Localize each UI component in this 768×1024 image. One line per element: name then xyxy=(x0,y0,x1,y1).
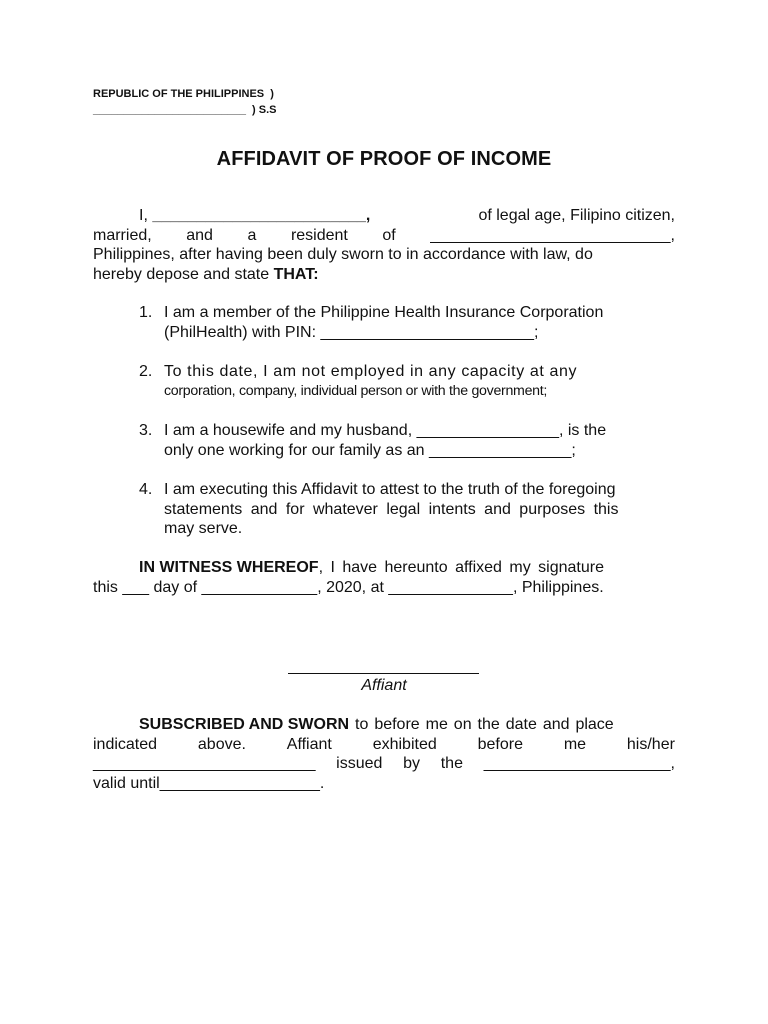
id-blank: _________________________ xyxy=(93,755,316,772)
intro-line-3: Philippines, after having been duly sworn to in accordance with law, do xyxy=(93,246,593,263)
jurat-line-3: _________________________ issued by the _____________________, xyxy=(93,755,675,772)
statement-item-1: 1. I am a member of the Philippine Health Insurance Corporation (PhilHealth) with PIN: ________________________; xyxy=(139,303,675,342)
venue-line-republic: REPUBLIC OF THE PHILIPPINES ) xyxy=(93,88,274,100)
witness-paragraph xyxy=(93,558,675,597)
statement-item-3: 3. I am a housewife and my husband, ________________, is the only one working for our family as an ________________; xyxy=(139,422,607,459)
affiant-label: Affiant xyxy=(361,677,407,694)
jurat-line-2: indicated above. Affiant exhibited before me his/her xyxy=(93,735,675,753)
intro-line-4: hereby depose and state THAT: xyxy=(93,265,319,283)
pin-line: (PhilHealth) with PIN: ________________________; xyxy=(164,323,539,341)
document-title: AFFIDAVIT OF PROOF OF INCOME xyxy=(216,148,552,170)
intro-line-1: I, ________________________, of legal age, Filipino citizen, xyxy=(139,207,675,224)
jurat-line-1: SUBSCRIBED AND SWORN to before me on the date and place xyxy=(139,716,614,733)
witness-line-1: IN WITNESS WHEREOF , I have hereunto affixed my signature xyxy=(139,559,604,576)
statement-item-2: 2. To this date, I am not employed in any capacity at any corporation, company, individual person or with the government; xyxy=(139,363,578,399)
item-number: 3. xyxy=(139,422,153,439)
intro-line-2: married, and a resident of ___________________________, xyxy=(93,226,675,244)
venue-line-blank: _________________________ ) S.S xyxy=(93,104,277,116)
issuer-blank: _____________________, xyxy=(483,755,675,772)
item-number: 2. xyxy=(139,363,153,380)
item-number: 1. xyxy=(139,304,153,321)
witness-line-2: this ___ day of _____________, 2020, at ______________, Philippines. xyxy=(93,578,604,596)
name-blank: ________________________, xyxy=(152,207,371,224)
statement-item-4: 4. I am executing this Affidavit to attest to the truth of the foregoing statements and for whatever legal intents and purposes this may serve. xyxy=(139,481,619,537)
jurat-line-4: valid until__________________. xyxy=(93,774,325,792)
jurat-paragraph xyxy=(93,715,675,793)
intro-paragraph xyxy=(93,206,675,284)
residence-blank: ___________________________, xyxy=(430,226,675,244)
venue-header xyxy=(93,86,277,118)
signature-line xyxy=(288,673,479,674)
item-number: 4. xyxy=(139,481,153,498)
